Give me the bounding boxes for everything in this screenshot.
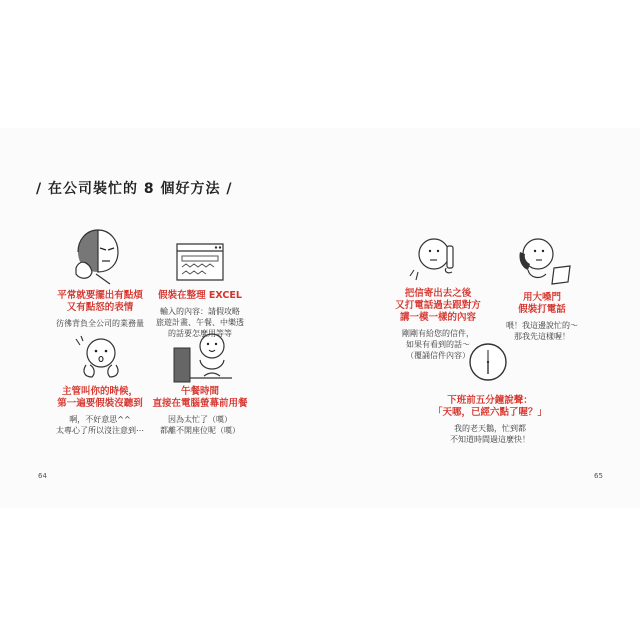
tip-7 xyxy=(420,395,560,445)
page-number-right: 65 xyxy=(594,472,603,480)
tip-4 xyxy=(130,386,270,436)
tip-body: 彷彿背負全公司的業務量 xyxy=(56,319,144,328)
tip-body: 輸入的內容：請假攻略 旅遊計畫、午餐、中樂透 的話要怎麼用等等 xyxy=(156,307,244,338)
startled-person-icon xyxy=(74,335,128,379)
tip-heading: 主管叫你的時候， 第一遍要假裝沒聽到 xyxy=(57,386,143,409)
desk-lunch-person-icon xyxy=(172,332,234,384)
loud-phone-person-icon xyxy=(512,234,572,286)
excel-window-icon xyxy=(176,243,224,281)
tip-2 xyxy=(130,290,270,339)
tip-body: 因為太忙了（嘆） 都離不開座位呢（嘆） xyxy=(160,415,240,435)
tip-body: 我的老天鵝，忙到都 不知道時間過這麼快！ xyxy=(450,424,530,444)
tip-heading: 把信寄出去之後 又打電話過去跟對方 講一模一樣的內容 xyxy=(395,288,481,323)
tip-heading: 用大嗓門 假裝打電話 xyxy=(518,292,566,315)
grumpy-person-icon xyxy=(70,228,130,284)
tip-body: 啊，不好意思^^ 太專心了所以沒注意到⋯ xyxy=(56,415,144,435)
tip-6 xyxy=(472,292,612,342)
tip-heading: 平常就要擺出有點煩 又有點怒的表情 xyxy=(57,290,143,313)
tip-heading: 假裝在整理 EXCEL xyxy=(158,290,242,301)
tip-heading: 午餐時間 直接在電腦螢幕前用餐 xyxy=(152,386,248,409)
page-title: / 在公司裝忙的 8 個好方法 / xyxy=(36,181,233,197)
tip-heading: 下班前五分鐘說聲： 「天哪，已經六點了喔？」 xyxy=(432,395,547,418)
tip-body: 剛剛有給您的信件， 如果有看到的話～ （覆誦信件內容） xyxy=(402,329,474,360)
page-number-left: 64 xyxy=(38,472,47,480)
tip-body: 喂！我這邊說忙的～ 那我先這樣喔！ xyxy=(506,321,578,341)
phone-person-icon xyxy=(410,234,462,286)
